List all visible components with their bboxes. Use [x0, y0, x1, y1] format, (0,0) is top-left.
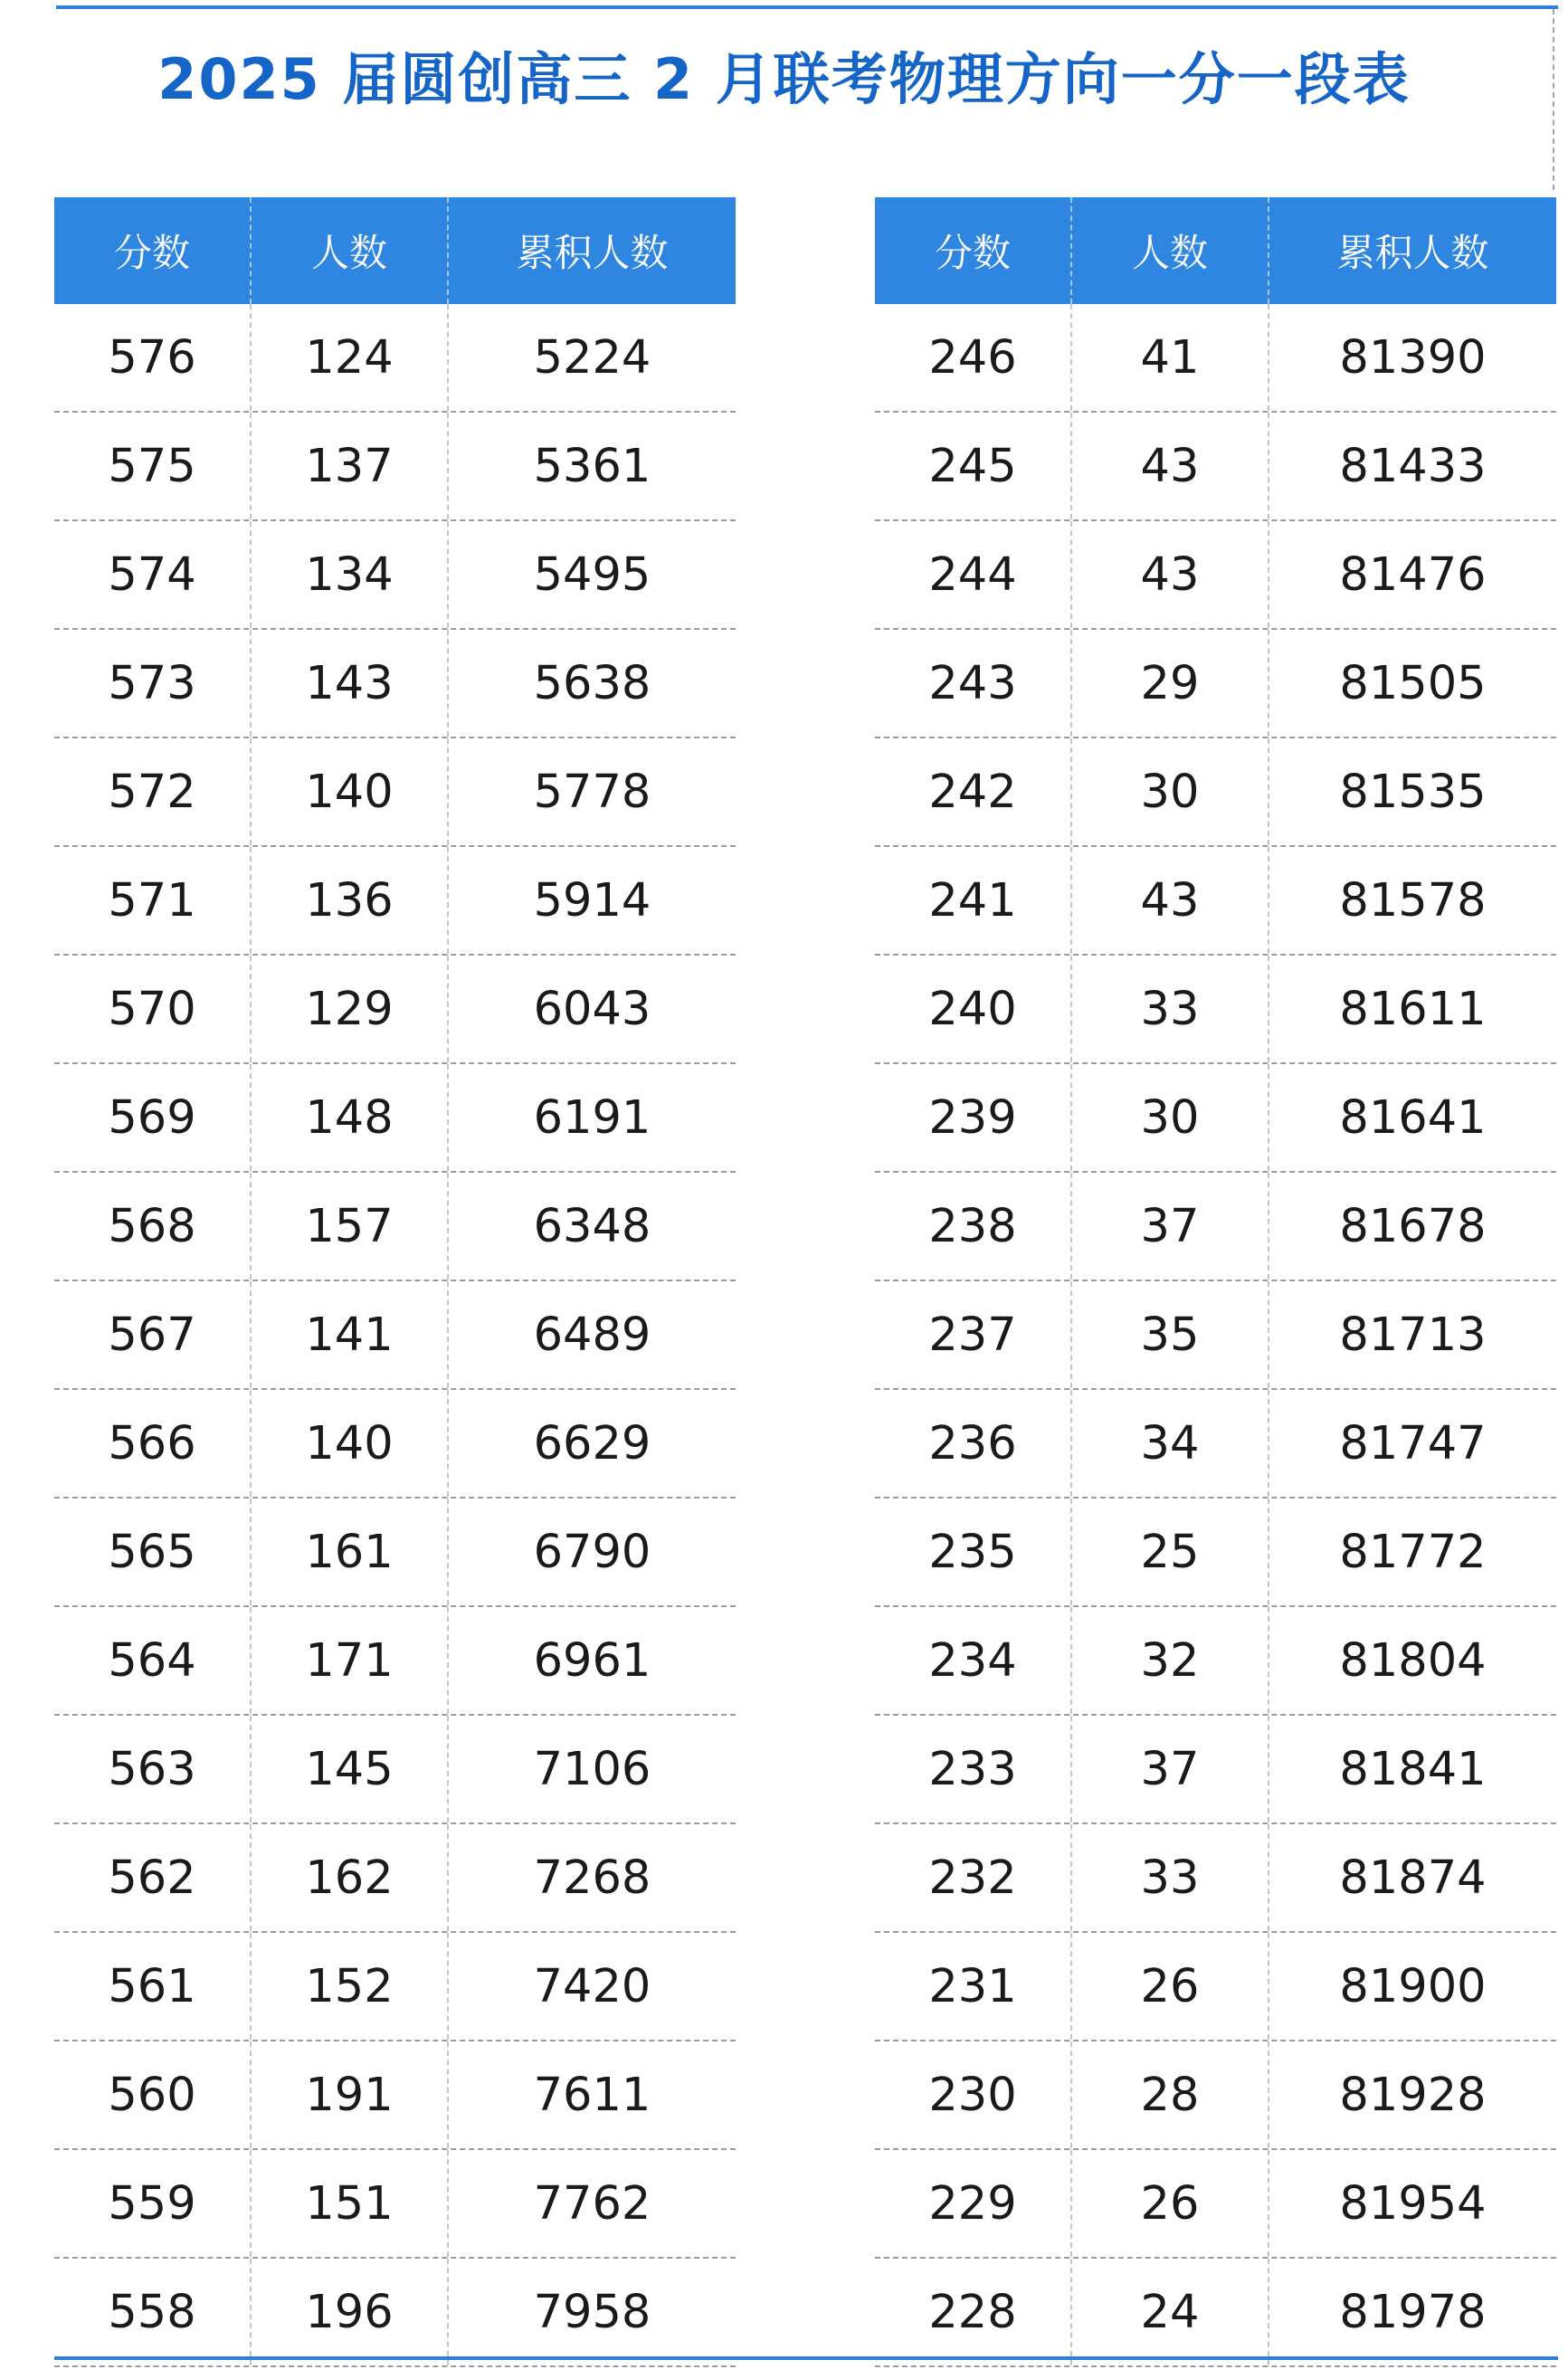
table-row: [875, 1281, 1556, 1390]
score-cell: 236: [875, 1390, 1072, 1497]
count-cell: 157: [252, 1173, 449, 1280]
table-header: [54, 197, 736, 304]
table-body: [54, 304, 736, 2367]
cumulative-cell: 7106: [533, 1742, 651, 1796]
table-row: [875, 630, 1556, 738]
header-cumulative: 累积人数: [1336, 231, 1489, 275]
cumulative-cell: 81678: [1339, 1199, 1487, 1253]
score-cell: 234: [875, 1607, 1072, 1714]
score-cell: 562: [54, 1824, 252, 1931]
count-cell: 26: [1072, 2150, 1269, 2257]
score-cell: 229: [875, 2150, 1072, 2257]
cumulative-cell: 7762: [533, 2176, 651, 2231]
score-cell: 571: [54, 847, 252, 954]
table-row: [54, 1607, 736, 1716]
table-row: [875, 1716, 1556, 1824]
cumulative-cell: 81747: [1339, 1416, 1487, 1470]
table-header: [875, 197, 1556, 304]
table-body: [875, 304, 1556, 2367]
count-cell: 29: [1072, 630, 1269, 737]
count-cell: 137: [252, 413, 449, 519]
cumulative-cell: 81928: [1339, 2068, 1487, 2122]
table-row: [875, 413, 1556, 521]
page-title: 2025 届圆创高三 2 月联考物理方向一分一段表: [157, 46, 1411, 112]
table-row: [54, 521, 736, 630]
cumulative-cell: 5361: [533, 439, 651, 493]
header-score: 分数: [875, 197, 1072, 304]
table-row: [54, 304, 736, 413]
table-row: [54, 956, 736, 1064]
table-row: [875, 1173, 1556, 1281]
header-count: 人数: [252, 197, 449, 304]
count-cell: 124: [252, 304, 449, 411]
score-table-right: [875, 197, 1556, 2367]
table-row: [54, 630, 736, 738]
count-cell: 33: [1072, 956, 1269, 1062]
count-cell: 28: [1072, 2041, 1269, 2148]
count-cell: 26: [1072, 1933, 1269, 2040]
score-cell: 565: [54, 1499, 252, 1605]
cumulative-cell: 81841: [1339, 1742, 1487, 1796]
count-cell: 43: [1072, 847, 1269, 954]
score-cell: 239: [875, 1064, 1072, 1171]
cumulative-cell: 5914: [533, 873, 651, 928]
cumulative-cell: 81535: [1339, 765, 1487, 819]
score-cell: 570: [54, 956, 252, 1062]
cumulative-cell: 6191: [533, 1090, 651, 1145]
cumulative-cell: 7611: [533, 2068, 651, 2122]
header-count: 人数: [1072, 197, 1269, 304]
table-row: [54, 2150, 736, 2259]
cumulative-cell: 81772: [1339, 1525, 1487, 1579]
count-cell: 145: [252, 1716, 449, 1822]
count-cell: 24: [1072, 2259, 1269, 2365]
count-cell: 196: [252, 2259, 449, 2365]
table-row: [875, 2041, 1556, 2150]
count-cell: 141: [252, 1281, 449, 1388]
table-row: [54, 413, 736, 521]
table-row: [875, 847, 1556, 956]
count-cell: 30: [1072, 738, 1269, 845]
table-row: [875, 1064, 1556, 1173]
cumulative-cell: 81433: [1339, 439, 1487, 493]
table-row: [54, 1390, 736, 1499]
count-cell: 134: [252, 521, 449, 628]
table-row: [54, 847, 736, 956]
count-cell: 136: [252, 847, 449, 954]
count-cell: 43: [1072, 413, 1269, 519]
table-row: [875, 521, 1556, 630]
cumulative-cell: 81713: [1339, 1308, 1487, 1362]
cumulative-cell: 5224: [533, 330, 651, 385]
score-cell: 244: [875, 521, 1072, 628]
cumulative-cell: 81641: [1339, 1090, 1487, 1145]
count-cell: 25: [1072, 1499, 1269, 1605]
table-row: [54, 1064, 736, 1173]
score-table-left: [54, 197, 736, 2367]
count-cell: 152: [252, 1933, 449, 2040]
cumulative-cell: 81611: [1339, 982, 1487, 1036]
count-cell: 162: [252, 1824, 449, 1931]
table-row: [54, 1824, 736, 1933]
count-cell: 37: [1072, 1173, 1269, 1280]
score-cell: 243: [875, 630, 1072, 737]
score-cell: 230: [875, 2041, 1072, 2148]
cumulative-cell: 81978: [1339, 2285, 1487, 2339]
top-rule: [56, 5, 1558, 9]
count-cell: 151: [252, 2150, 449, 2257]
table-row: [54, 1716, 736, 1824]
score-cell: 237: [875, 1281, 1072, 1388]
score-cell: 564: [54, 1607, 252, 1714]
cumulative-cell: 6489: [533, 1308, 651, 1362]
score-cell: 245: [875, 413, 1072, 519]
count-cell: 37: [1072, 1716, 1269, 1822]
score-cell: 558: [54, 2259, 252, 2365]
cumulative-cell: 6629: [533, 1416, 651, 1470]
score-cell: 561: [54, 1933, 252, 2040]
table-row: [875, 2259, 1556, 2367]
header-cumulative: 累积人数: [516, 231, 669, 275]
cumulative-cell: 81954: [1339, 2176, 1487, 2231]
cumulative-cell: 6961: [533, 1633, 651, 1688]
cumulative-cell: 6790: [533, 1525, 651, 1579]
count-cell: 140: [252, 1390, 449, 1497]
table-row: [54, 1281, 736, 1390]
count-cell: 140: [252, 738, 449, 845]
score-cell: 563: [54, 1716, 252, 1822]
score-cell: 233: [875, 1716, 1072, 1822]
table-row: [875, 956, 1556, 1064]
table-row: [875, 1499, 1556, 1607]
cumulative-cell: 81900: [1339, 1959, 1487, 2013]
score-cell: 242: [875, 738, 1072, 845]
score-cell: 572: [54, 738, 252, 845]
score-cell: 232: [875, 1824, 1072, 1931]
table-row: [875, 1824, 1556, 1933]
score-cell: 573: [54, 630, 252, 737]
score-cell: 560: [54, 2041, 252, 2148]
cumulative-cell: 7268: [533, 1851, 651, 1905]
table-row: [54, 2041, 736, 2150]
cumulative-cell: 81505: [1339, 656, 1487, 710]
count-cell: 143: [252, 630, 449, 737]
cumulative-cell: 7958: [533, 2285, 651, 2339]
cumulative-cell: 7420: [533, 1959, 651, 2013]
bottom-rule: [54, 2356, 1558, 2360]
cumulative-cell: 81390: [1339, 330, 1487, 385]
count-cell: 43: [1072, 521, 1269, 628]
table-row: [54, 738, 736, 847]
count-cell: 32: [1072, 1607, 1269, 1714]
table-row: [875, 1390, 1556, 1499]
cumulative-cell: 5778: [533, 765, 651, 819]
score-cell: 574: [54, 521, 252, 628]
cumulative-cell: 5495: [533, 547, 651, 602]
table-row: [875, 738, 1556, 847]
count-cell: 161: [252, 1499, 449, 1605]
score-cell: 566: [54, 1390, 252, 1497]
count-cell: 41: [1072, 304, 1269, 411]
score-cell: 575: [54, 413, 252, 519]
table-row: [875, 1933, 1556, 2041]
score-cell: 567: [54, 1281, 252, 1388]
count-cell: 129: [252, 956, 449, 1062]
cumulative-cell: 81804: [1339, 1633, 1487, 1688]
table-row: [54, 1499, 736, 1607]
count-cell: 35: [1072, 1281, 1269, 1388]
table-row: [54, 2259, 736, 2367]
count-cell: 171: [252, 1607, 449, 1714]
table-row: [875, 2150, 1556, 2259]
score-cell: 231: [875, 1933, 1072, 2040]
cumulative-cell: 6348: [533, 1199, 651, 1253]
header-score: 分数: [54, 197, 252, 304]
cumulative-cell: 81476: [1339, 547, 1487, 602]
count-cell: 33: [1072, 1824, 1269, 1931]
score-cell: 246: [875, 304, 1072, 411]
table-row: [54, 1173, 736, 1281]
cumulative-cell: 6043: [533, 982, 651, 1036]
score-cell: 569: [54, 1064, 252, 1171]
score-cell: 241: [875, 847, 1072, 954]
count-cell: 34: [1072, 1390, 1269, 1497]
score-cell: 576: [54, 304, 252, 411]
score-cell: 568: [54, 1173, 252, 1280]
count-cell: 30: [1072, 1064, 1269, 1171]
score-cell: 238: [875, 1173, 1072, 1280]
count-cell: 191: [252, 2041, 449, 2148]
score-cell: 228: [875, 2259, 1072, 2365]
score-cell: 240: [875, 956, 1072, 1062]
table-row: [875, 304, 1556, 413]
cumulative-cell: 5638: [533, 656, 651, 710]
score-cell: 235: [875, 1499, 1072, 1605]
cumulative-cell: 81874: [1339, 1851, 1487, 1905]
table-row: [54, 1933, 736, 2041]
count-cell: 148: [252, 1064, 449, 1171]
table-row: [875, 1607, 1556, 1716]
score-cell: 559: [54, 2150, 252, 2257]
cumulative-cell: 81578: [1339, 873, 1487, 928]
